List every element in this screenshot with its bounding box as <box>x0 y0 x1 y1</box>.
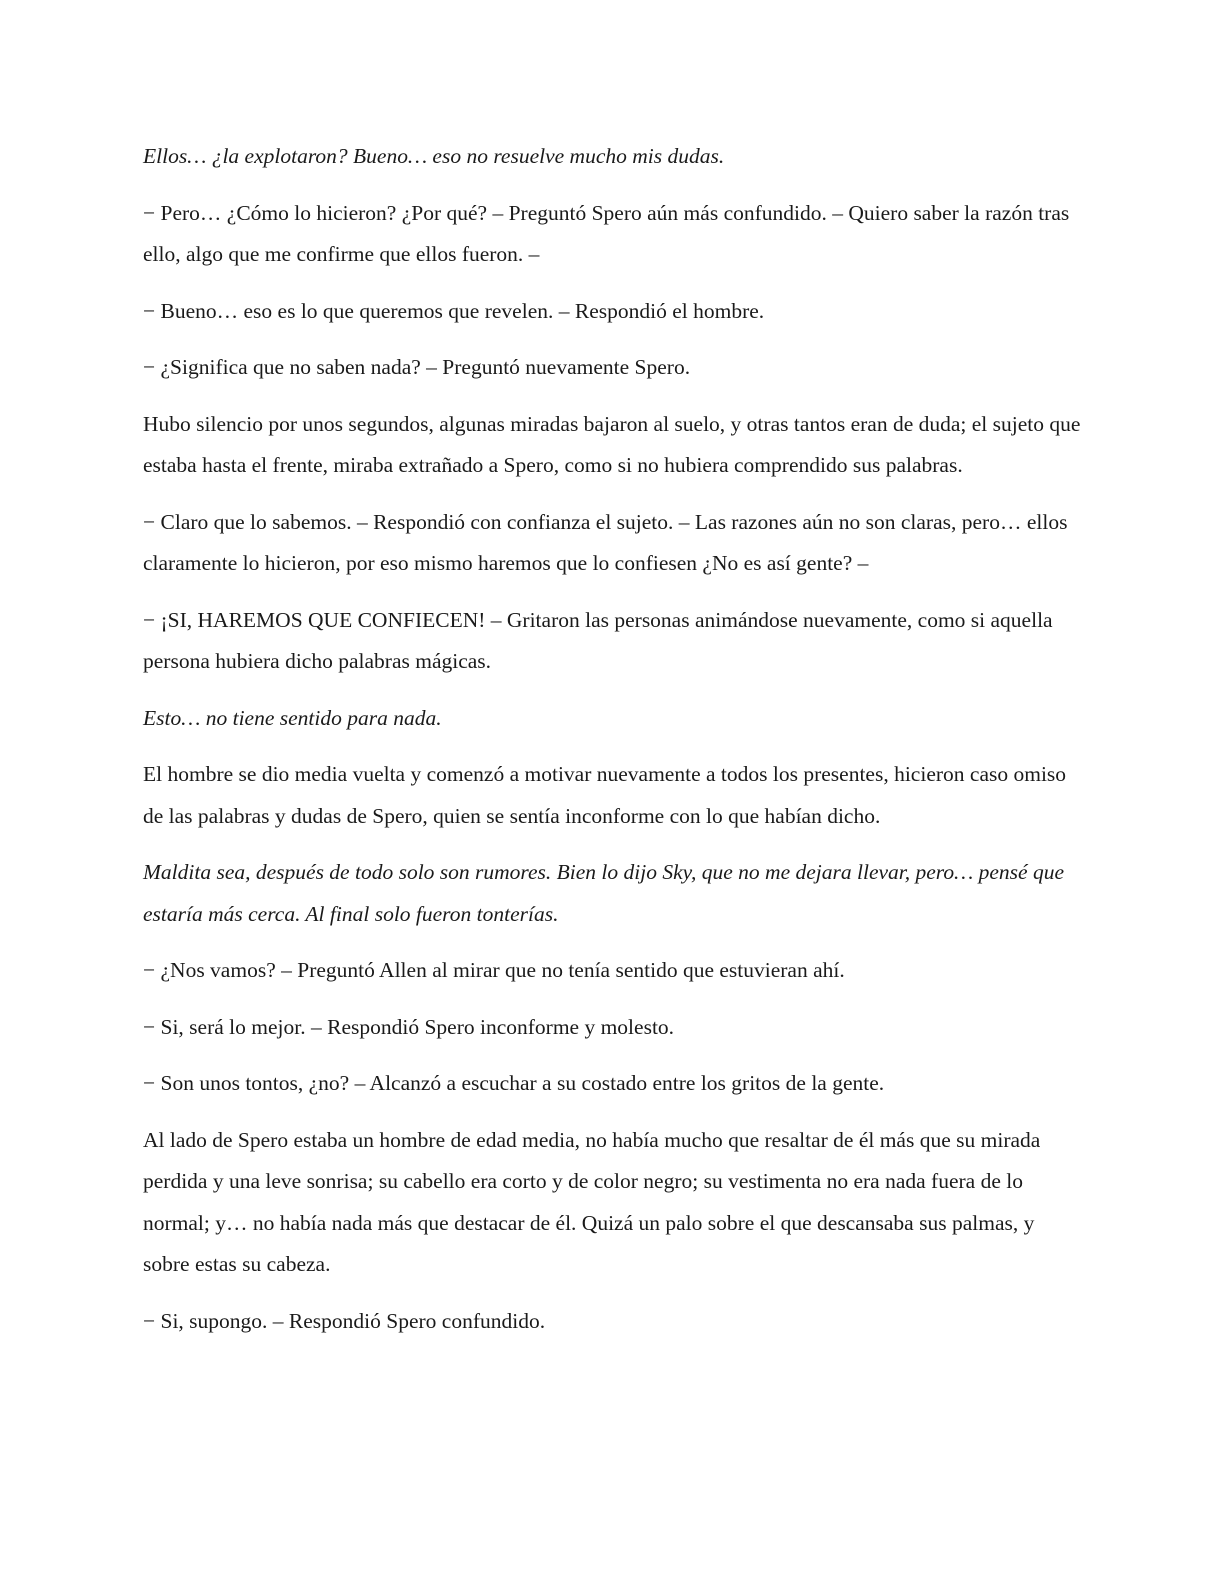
paragraph: − ¡SI, HAREMOS QUE CONFIECEN! – Gritaron las personas animándose nuevamente, como si aquella persona hubiera dicho palabras mágicas. <box>143 607 1053 673</box>
paragraph: Al lado de Spero estaba un hombre de edad media, no había mucho que resaltar de él más que su mirada perdida y una leve sonrisa; su cabello era corto y de color negro; su vestimenta no era nada fuera de lo normal; y… no había nada más que destacar de él. Quizá un palo sobre el que descansaba sus palmas, y sobre estas su cabeza. <box>143 1127 1041 1276</box>
document-body <box>143 136 1083 1357</box>
paragraph: Maldita sea, después de todo solo son rumores. Bien lo dijo Sky, que no me dejara llevar, pero… pensé que estaría más cerca. Al final solo fueron tonterías. <box>143 860 1064 926</box>
paragraph: − Si, será lo mejor. – Respondió Spero inconforme y molesto. <box>143 1014 675 1039</box>
paragraph: − Pero… ¿Cómo lo hicieron? ¿Por qué? – Preguntó Spero aún más confundido. – Quiero saber la razón tras ello, algo que me confirme que ellos fueron. – <box>143 200 1070 266</box>
paragraph: − Bueno… eso es lo que queremos que revelen. – Respondió el hombre. <box>143 298 765 323</box>
paragraph: − Claro que lo sabemos. – Respondió con confianza el sujeto. – Las razones aún no son claras, pero… ellos claramente lo hicieron, por eso mismo haremos que lo confiesen ¿No es así gente? – <box>143 509 1068 575</box>
paragraph: Ellos… ¿la explotaron? Bueno… eso no resuelve mucho mis dudas. <box>143 144 725 168</box>
paragraph: − ¿Significa que no saben nada? – Preguntó nuevamente Spero. <box>143 355 691 379</box>
paragraph: Hubo silencio por unos segundos, algunas miradas bajaron al suelo, y otras tantos eran de duda; el sujeto que estaba hasta el frente, miraba extrañado a Spero, como si no hubiera comprendido sus palabras. <box>143 411 1081 477</box>
paragraph: − Son unos tontos, ¿no? – Alcanzó a escuchar a su costado entre los gritos de la gente. <box>143 1071 885 1095</box>
paragraph: − Si, supongo. – Respondió Spero confundido. <box>143 1308 546 1333</box>
paragraph: El hombre se dio media vuelta y comenzó a motivar nuevamente a todos los presentes, hicieron caso omiso de las palabras y dudas de Spero, quien se sentía inconforme con lo que habían dicho. <box>143 762 1067 828</box>
paragraph: Esto… no tiene sentido para nada. <box>143 705 442 730</box>
paragraph: − ¿Nos vamos? – Preguntó Allen al mirar que no tenía sentido que estuvieran ahí. <box>143 958 845 982</box>
